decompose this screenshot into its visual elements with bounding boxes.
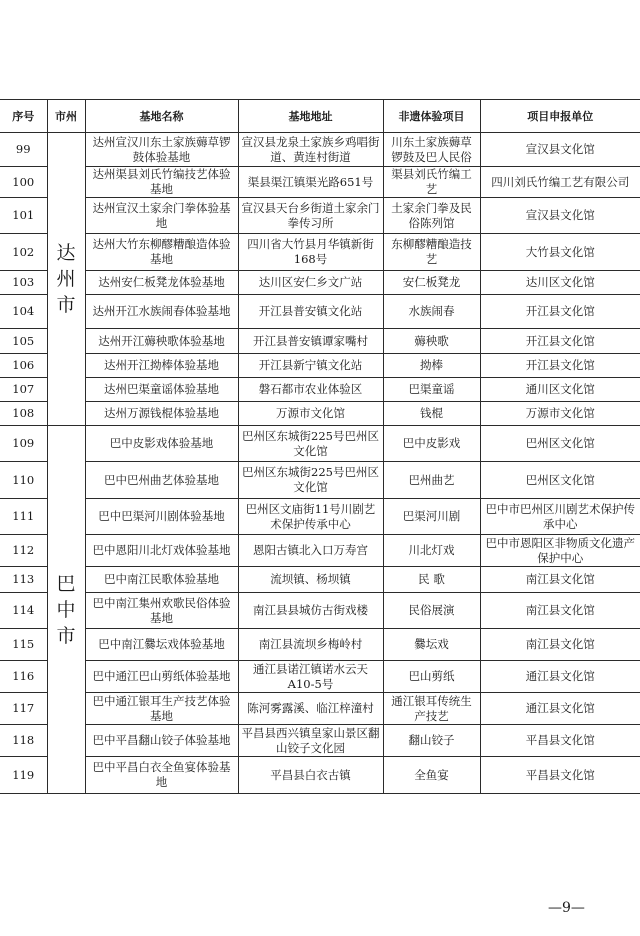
row-base-address: 开江县新宁镇文化站 [238, 354, 383, 378]
row-heritage-project: 翻山铰子 [383, 725, 480, 757]
row-heritage-project: 民俗展演 [383, 593, 480, 629]
heritage-base-table [0, 99, 640, 794]
table-row [0, 725, 640, 757]
row-base-name: 巴中皮影戏体验基地 [85, 426, 238, 462]
row-base-address: 南江县县城仿古街戏楼 [238, 593, 383, 629]
table-body [0, 133, 640, 794]
row-base-name: 达州宣汉土家余门拳体验基地 [85, 198, 238, 234]
row-heritage-project: 巴中皮影戏 [383, 426, 480, 462]
row-heritage-project: 巴渠童谣 [383, 378, 480, 402]
row-serial-number: 106 [0, 354, 47, 378]
row-applicant-unit: 开江县文化馆 [480, 354, 640, 378]
row-applicant-unit: 南江县文化馆 [480, 567, 640, 593]
row-serial-number: 109 [0, 426, 47, 462]
city-name: 达州市 [56, 242, 76, 316]
row-base-address: 平昌县西兴镇皇家山景区翻山铰子文化园 [238, 725, 383, 757]
table-row [0, 629, 640, 661]
row-base-address: 宣汉县天台乡街道土家余门拳传习所 [238, 198, 383, 234]
city-name: 巴中市 [56, 572, 76, 647]
row-serial-number: 117 [0, 693, 47, 725]
table-row [0, 567, 640, 593]
header-serial-number: 序号 [0, 100, 47, 133]
row-heritage-project: 钱棍 [383, 402, 480, 426]
row-base-name: 巴中巴州曲艺体验基地 [85, 462, 238, 499]
row-heritage-project: 东柳醪糟酿造技艺 [383, 234, 480, 271]
table-row [0, 133, 640, 167]
row-serial-number: 119 [0, 757, 47, 794]
row-base-name: 达州宣汉川东土家族薅草锣鼓体验基地 [85, 133, 238, 167]
row-base-name: 达州开江薅秧歌体验基地 [85, 329, 238, 354]
row-base-name: 巴中通江巴山剪纸体验基地 [85, 661, 238, 693]
row-applicant-unit: 大竹县文化馆 [480, 234, 640, 271]
row-heritage-project: 拗棒 [383, 354, 480, 378]
row-base-address: 巴州区文庙街11号川剧艺术保护传承中心 [238, 499, 383, 535]
row-applicant-unit: 巴中市巴州区川剧艺术保护传承中心 [480, 499, 640, 535]
row-applicant-unit: 通川区文化馆 [480, 378, 640, 402]
row-heritage-project: 民 歌 [383, 567, 480, 593]
row-base-address: 巴州区东城街225号巴州区文化馆 [238, 426, 383, 462]
row-serial-number: 115 [0, 629, 47, 661]
row-base-address: 万源市文化馆 [238, 402, 383, 426]
row-serial-number: 103 [0, 271, 47, 295]
row-applicant-unit: 平昌县文化馆 [480, 757, 640, 794]
row-applicant-unit: 巴州区文化馆 [480, 426, 640, 462]
table-row [0, 295, 640, 329]
row-applicant-unit: 宣汉县文化馆 [480, 198, 640, 234]
row-base-name: 达州渠县刘氏竹编技艺体验基地 [85, 167, 238, 198]
table-row [0, 234, 640, 271]
row-applicant-unit: 通江县文化馆 [480, 693, 640, 725]
row-applicant-unit: 巴州区文化馆 [480, 462, 640, 499]
table-row [0, 198, 640, 234]
row-serial-number: 105 [0, 329, 47, 354]
row-serial-number: 114 [0, 593, 47, 629]
row-base-address: 流坝镇、杨坝镇 [238, 567, 383, 593]
table-row [0, 329, 640, 354]
row-heritage-project: 巴渠河川剧 [383, 499, 480, 535]
row-base-address: 渠县渠江镇渠光路651号 [238, 167, 383, 198]
row-heritage-project: 土家余门拳及民俗陈列馆 [383, 198, 480, 234]
row-applicant-unit: 宣汉县文化馆 [480, 133, 640, 167]
table-row [0, 661, 640, 693]
row-base-address: 恩阳古镇北入口万寿宫 [238, 535, 383, 567]
row-base-name: 巴中平昌白衣全鱼宴体验基地 [85, 757, 238, 794]
row-applicant-unit: 达川区文化馆 [480, 271, 640, 295]
row-base-address: 巴州区东城街225号巴州区文化馆 [238, 462, 383, 499]
row-base-name: 巴中恩阳川北灯戏体验基地 [85, 535, 238, 567]
row-base-name: 达州万源钱棍体验基地 [85, 402, 238, 426]
row-heritage-project: 巴州曲艺 [383, 462, 480, 499]
row-base-address: 开江县普安镇谭家嘴村 [238, 329, 383, 354]
row-serial-number: 110 [0, 462, 47, 499]
row-serial-number: 102 [0, 234, 47, 271]
row-base-name: 巴中平昌翻山铰子体验基地 [85, 725, 238, 757]
row-base-name: 达州开江水族闹春体验基地 [85, 295, 238, 329]
row-base-name: 巴中南江集州欢歌民俗体验基地 [85, 593, 238, 629]
row-heritage-project: 渠县刘氏竹编工艺 [383, 167, 480, 198]
city-group-cell [47, 133, 85, 426]
header-base-address: 基地地址 [238, 100, 383, 133]
row-applicant-unit: 南江县文化馆 [480, 629, 640, 661]
header-city: 市州 [47, 100, 85, 133]
table-header-row [0, 100, 640, 133]
row-base-name: 达州开江拗棒体验基地 [85, 354, 238, 378]
row-heritage-project: 巴山剪纸 [383, 661, 480, 693]
row-serial-number: 108 [0, 402, 47, 426]
row-applicant-unit: 平昌县文化馆 [480, 725, 640, 757]
table-row [0, 462, 640, 499]
row-base-address: 四川省大竹县月华镇新街168号 [238, 234, 383, 271]
row-applicant-unit: 巴中市恩阳区非物质文化遗产保护中心 [480, 535, 640, 567]
row-heritage-project: 薅秧歌 [383, 329, 480, 354]
row-serial-number: 118 [0, 725, 47, 757]
row-applicant-unit: 南江县文化馆 [480, 593, 640, 629]
row-heritage-project: 水族闹春 [383, 295, 480, 329]
row-applicant-unit: 开江县文化馆 [480, 329, 640, 354]
row-base-name: 达州安仁板凳龙体验基地 [85, 271, 238, 295]
header-heritage-project: 非遗体验项目 [383, 100, 480, 133]
row-heritage-project: 全鱼宴 [383, 757, 480, 794]
table-row [0, 593, 640, 629]
row-base-name: 巴中南江爨坛戏体验基地 [85, 629, 238, 661]
row-base-address: 宣汉县龙泉土家族乡鸡唱街道、黄连村街道 [238, 133, 383, 167]
row-base-address: 达川区安仁乡文广站 [238, 271, 383, 295]
row-base-name: 巴中南江民歌体验基地 [85, 567, 238, 593]
row-base-name: 达州大竹东柳醪糟酿造体验基地 [85, 234, 238, 271]
table-row [0, 499, 640, 535]
table-row [0, 378, 640, 402]
table-row [0, 757, 640, 794]
header-base-name: 基地名称 [85, 100, 238, 133]
row-base-name: 巴中通江银耳生产技艺体验基地 [85, 693, 238, 725]
page-number: —9— [548, 900, 585, 916]
table-row [0, 354, 640, 378]
row-serial-number: 112 [0, 535, 47, 567]
row-applicant-unit: 通江县文化馆 [480, 661, 640, 693]
row-base-address: 磐石都市农业体验区 [238, 378, 383, 402]
table-row [0, 426, 640, 462]
row-applicant-unit: 开江县文化馆 [480, 295, 640, 329]
header-applicant-unit: 项目申报单位 [480, 100, 640, 133]
row-base-name: 达州巴渠童谣体验基地 [85, 378, 238, 402]
row-heritage-project: 川东土家族薅草锣鼓及巴人民俗 [383, 133, 480, 167]
row-base-address: 开江县普安镇文化站 [238, 295, 383, 329]
table-row [0, 402, 640, 426]
row-serial-number: 113 [0, 567, 47, 593]
row-heritage-project: 川北灯戏 [383, 535, 480, 567]
row-serial-number: 104 [0, 295, 47, 329]
row-serial-number: 101 [0, 198, 47, 234]
table-row [0, 693, 640, 725]
row-base-address: 陈河雾露溪、临江梓潼村 [238, 693, 383, 725]
row-applicant-unit: 四川刘氏竹编工艺有限公司 [480, 167, 640, 198]
row-base-name: 巴中巴渠河川剧体验基地 [85, 499, 238, 535]
table-row [0, 271, 640, 295]
row-applicant-unit: 万源市文化馆 [480, 402, 640, 426]
row-base-address: 通江县诺江镇诺水云天A10-5号 [238, 661, 383, 693]
row-serial-number: 116 [0, 661, 47, 693]
row-serial-number: 99 [0, 133, 47, 167]
row-serial-number: 111 [0, 499, 47, 535]
row-base-address: 南江县流坝乡梅岭村 [238, 629, 383, 661]
row-base-address: 平昌县白衣古镇 [238, 757, 383, 794]
city-group-cell [47, 426, 85, 794]
table-row [0, 167, 640, 198]
row-heritage-project: 安仁板凳龙 [383, 271, 480, 295]
row-heritage-project: 通江银耳传统生产技艺 [383, 693, 480, 725]
table-row [0, 535, 640, 567]
row-heritage-project: 爨坛戏 [383, 629, 480, 661]
row-serial-number: 107 [0, 378, 47, 402]
row-serial-number: 100 [0, 167, 47, 198]
